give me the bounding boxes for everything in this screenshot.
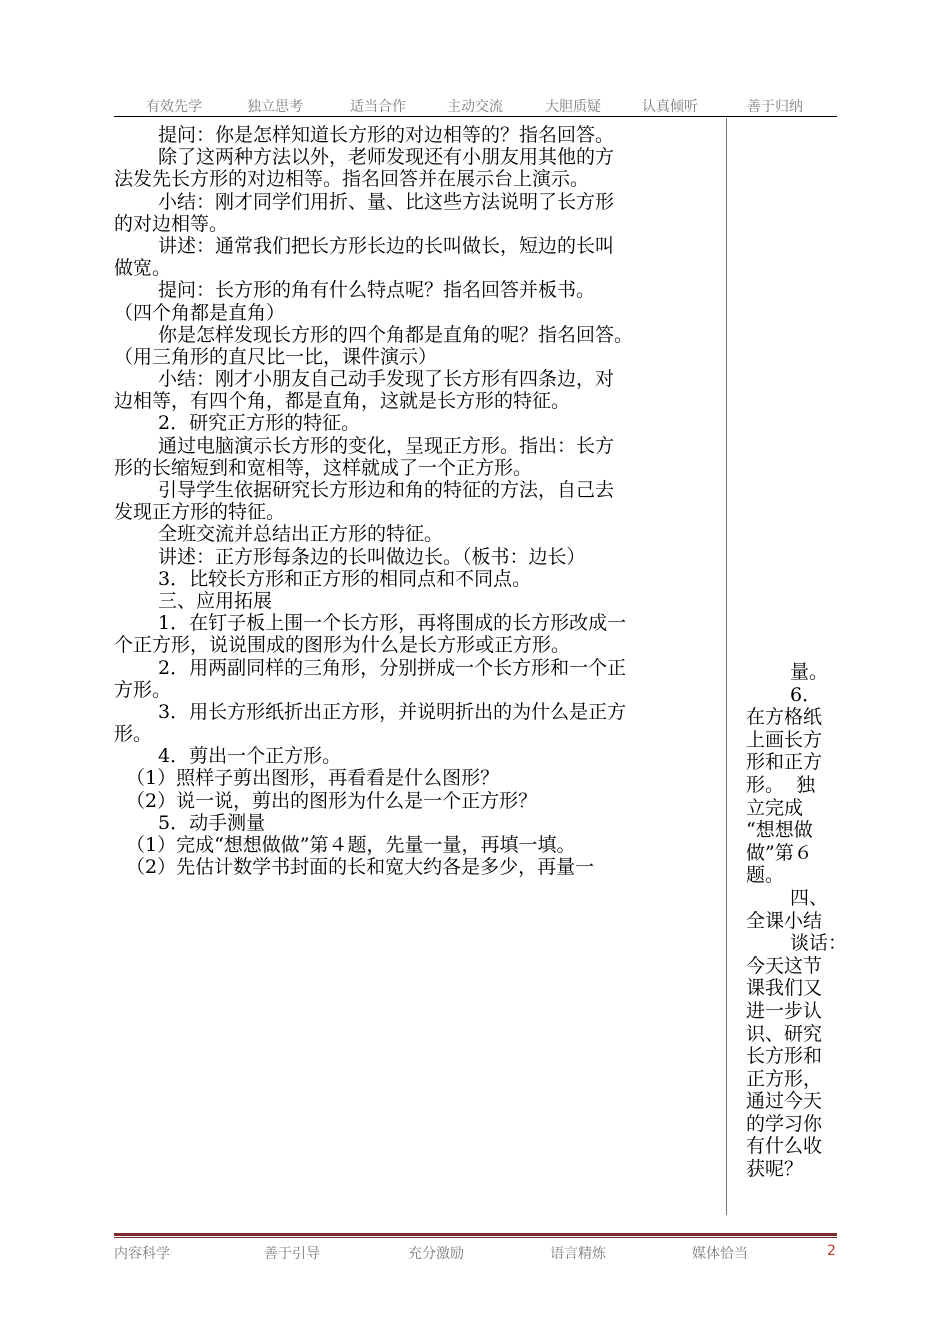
text-line: 小结：刚才同学们用折、量、比这些方法说明了长方形 bbox=[158, 190, 615, 213]
text-line: 发现正方形的特征。 bbox=[114, 501, 286, 524]
main-column bbox=[114, 124, 714, 878]
text-line: 边相等，有四个角，都是直角，这就是长方形的特征。 bbox=[114, 390, 571, 413]
footer-item: 语言精炼 bbox=[550, 1246, 606, 1262]
side-line: 6． bbox=[790, 683, 822, 706]
side-line: “想想做 bbox=[746, 819, 813, 842]
text-line: 1．在钉子板上围一个长方形，再将围成的长方形改成一 bbox=[158, 612, 627, 635]
page-header bbox=[114, 96, 837, 117]
text-line: （用三角形的直尺比一比，课件演示） bbox=[114, 345, 438, 368]
footer-item: 内容科学 bbox=[114, 1246, 170, 1262]
page-number: 2 bbox=[827, 1243, 836, 1259]
text-line: （2）说一说，剪出的图形为什么是一个正方形？ bbox=[126, 789, 538, 812]
footer-item: 充分激励 bbox=[408, 1246, 464, 1262]
header-item: 善于归纳 bbox=[747, 99, 803, 115]
header-item: 独立思考 bbox=[247, 99, 303, 115]
header-item: 有效先学 bbox=[146, 99, 202, 115]
text-line: 讲述：通常我们把长方形长边的长叫做长，短边的长叫 bbox=[158, 234, 615, 257]
side-line: 有什么收 bbox=[746, 1135, 823, 1158]
side-column bbox=[746, 661, 848, 1181]
text-line: 除了这两种方法以外，老师发现还有小朋友用其他的方 bbox=[158, 146, 615, 169]
column-divider bbox=[726, 118, 727, 1215]
side-line: 的学习你 bbox=[746, 1112, 823, 1135]
text-line: 2．研究正方形的特征。 bbox=[158, 412, 361, 435]
text-line: 3．用长方形纸折出正方形，并说明折出的为什么是正方 bbox=[158, 700, 627, 723]
text-line: 形的长缩短到和宽相等，这样就成了一个正方形。 bbox=[114, 456, 533, 479]
side-line: 长方形和 bbox=[746, 1045, 823, 1068]
side-line: 题。 bbox=[746, 864, 785, 887]
text-line: （2）先估计数学书封面的长和宽大约各是多少，再量一 bbox=[126, 856, 595, 879]
side-line: 形和正方 bbox=[746, 751, 823, 774]
text-line: 3．比较长方形和正方形的相同点和不同点。 bbox=[158, 567, 532, 590]
side-line: 今天这节 bbox=[746, 954, 823, 977]
side-line: 上画长方 bbox=[746, 728, 823, 751]
text-line: 2．用两副同样的三角形，分别拼成一个长方形和一个正 bbox=[158, 656, 627, 679]
text-line: （1）照样子剪出图形，再看看是什么图形？ bbox=[126, 767, 500, 790]
footer-rule bbox=[114, 1233, 837, 1236]
footer-item: 善于引导 bbox=[264, 1246, 320, 1262]
text-line: 方形。 bbox=[114, 678, 172, 701]
text-line: 形。 bbox=[114, 723, 153, 746]
text-line: 小结：刚才小朋友自己动手发现了长方形有四条边，对 bbox=[158, 368, 615, 391]
text-line: 4．剪出一个正方形。 bbox=[158, 745, 342, 768]
footer-rule-thin bbox=[114, 1237, 837, 1238]
text-line: 法发先长方形的对边相等。指名回答并在展示台上演示。 bbox=[114, 168, 590, 191]
text-line: 三、应用拓展 bbox=[158, 589, 273, 612]
side-line: 正方形， bbox=[746, 1067, 823, 1090]
side-line: 获呢？ bbox=[746, 1158, 804, 1181]
header-item: 认真倾听 bbox=[642, 99, 698, 115]
header-item: 大胆质疑 bbox=[545, 99, 601, 115]
text-line: 5．动手测量 bbox=[158, 811, 266, 834]
footer-item: 媒体恰当 bbox=[692, 1246, 748, 1262]
text-line: 全班交流并总结出正方形的特征。 bbox=[158, 523, 444, 546]
text-line: 你是怎样发现长方形的四个角都是直角的呢？指名回答。 bbox=[158, 323, 634, 346]
side-line: 课我们又 bbox=[746, 977, 823, 1000]
text-line: 讲述：正方形每条边的长叫做边长。（板书：边长） bbox=[158, 545, 586, 568]
text-line: （四个角都是直角） bbox=[114, 301, 286, 324]
side-line: 量。 bbox=[790, 661, 829, 683]
page-footer bbox=[114, 1243, 837, 1263]
text-line: 做宽。 bbox=[114, 257, 172, 280]
text-line: 引导学生依据研究长方形边和角的特征的方法，自己去 bbox=[158, 479, 615, 501]
header-item: 适当合作 bbox=[350, 99, 406, 115]
side-line: 谈话： bbox=[790, 932, 848, 955]
header-item: 主动交流 bbox=[447, 99, 503, 115]
text-line: 的对边相等。 bbox=[114, 212, 229, 235]
side-line: 全课小结 bbox=[746, 909, 823, 932]
side-line: 识、研究 bbox=[746, 1022, 823, 1045]
text-line: 提问：你是怎样知道长方形的对边相等的？指名回答。 bbox=[158, 124, 615, 146]
text-line: 提问：长方形的角有什么特点呢？指名回答并板书。 bbox=[158, 279, 596, 302]
side-line: 进一步认 bbox=[746, 999, 823, 1022]
side-line: 做”第６ bbox=[746, 841, 813, 864]
text-line: （1）完成“想想做做”第４题，先量一量，再填一填。 bbox=[126, 834, 576, 856]
text-line: 通过电脑演示长方形的变化，呈现正方形。指出：长方 bbox=[158, 434, 615, 457]
text-line: 个正方形，说说围成的图形为什么是长方形或正方形。 bbox=[114, 634, 571, 657]
side-line: 通过今天 bbox=[746, 1090, 823, 1113]
side-line: 四、 bbox=[790, 886, 829, 909]
side-line: 形。 独 bbox=[746, 773, 816, 796]
side-line: 立完成 bbox=[746, 796, 804, 819]
side-line: 在方格纸 bbox=[746, 706, 823, 729]
